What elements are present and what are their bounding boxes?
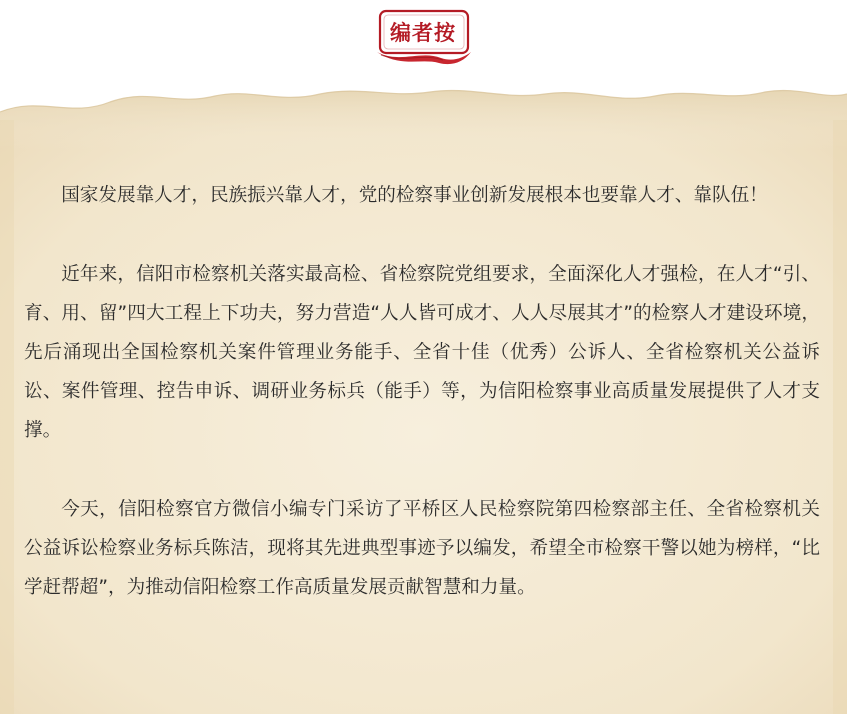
paragraph-background: 近年来，信阳市检察机关落实最高检、省检察院党组要求，全面深化人才强检，在人才“引、育、用、留”四大工程上下功夫，努力营造“人人皆可成才、人人尽展其才”的检察人才建设环境，先后涌现出全国检察机关案件管理业务能手、全省十佳（优秀）公诉人、全省检察机关公益诉讼、案件管理、控告申诉、调研业务标兵（能手）等，为信阳检察事业高质量发展提供了人才支撑。: [24, 264, 820, 441]
paragraph-intro: 国家发展靠人才，民族振兴靠人才，党的检察事业创新发展根本也要靠人才、靠队伍！: [61, 185, 768, 206]
article-body: [24, 176, 820, 607]
paragraph-today: 今天，信阳检察官方微信小编专门采访了平桥区人民检察院第四检察部主任、全省检察机关公益诉讼检察业务标兵陈洁，现将其先进典型事迹予以编发，希望全市检察干警以她为榜样，“比学赶帮超”，为推动信阳检察工作高质量发展贡献智慧和力量。: [24, 499, 820, 598]
badge-title: 编者按: [390, 21, 456, 45]
editor-note-badge: [371, 6, 477, 66]
